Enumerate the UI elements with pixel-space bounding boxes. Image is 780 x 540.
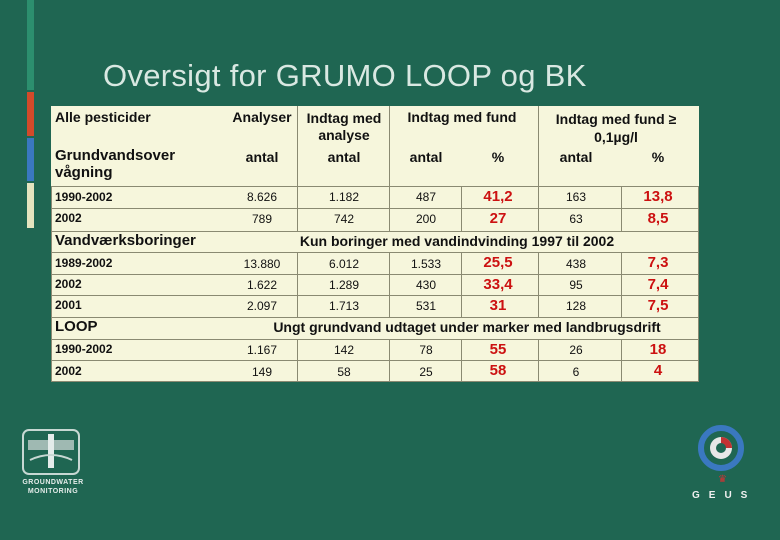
cell-fund: 25: [419, 365, 433, 379]
cell-analyser: 1.167: [246, 343, 278, 357]
section-grundvand-text: Grundvandsover vågning: [55, 147, 176, 181]
cell-fund-pct: 58: [489, 362, 507, 379]
cell-analyser: 13.880: [243, 257, 281, 271]
row-period: 2002: [55, 211, 82, 225]
cell-analyser: 789: [251, 212, 273, 226]
unit-pct-fund-ge: %: [651, 149, 665, 165]
geus-text: GEUS: [692, 490, 757, 501]
cell-fund-pct: 27: [489, 210, 507, 227]
cell-fund-ge: 95: [569, 278, 583, 292]
unit-antal-fund-ge: antal: [559, 149, 593, 165]
cell-fund-pct: 31: [489, 297, 507, 314]
cell-fund-pct: 41,2: [483, 188, 513, 205]
row-period: 2002: [55, 364, 82, 378]
cell-fund-ge-pct: 4: [653, 362, 663, 379]
row-period: 1989-2002: [55, 256, 113, 270]
cell-fund-ge: 128: [565, 299, 587, 313]
cell-analyse: 6.012: [328, 257, 360, 271]
header-indtag-fund: Indtag med fund: [407, 109, 517, 125]
unit-antal-analyser: antal: [245, 149, 279, 165]
row-period: 2002: [55, 277, 82, 291]
cell-fund-pct: 55: [489, 341, 507, 358]
cell-fund-ge-pct: 7,5: [647, 297, 669, 314]
cell-fund-pct: 33,4: [483, 276, 513, 293]
section-vandvaerk: Vandværksboringer: [55, 232, 196, 249]
geus-crown-icon: ♛: [718, 474, 727, 485]
cell-fund: 78: [419, 343, 433, 357]
cell-fund-ge-pct: 13,8: [643, 188, 673, 205]
accent-strip-green: [27, 0, 34, 90]
row-period: 1990-2002: [55, 190, 113, 204]
cell-fund-pct: 25,5: [483, 254, 513, 271]
unit-pct-fund: %: [491, 149, 505, 165]
accent-strip-cream: [27, 183, 34, 228]
section-vandvaerk-note: Kun boringer med vandindvinding 1997 til 2002: [299, 233, 615, 249]
cell-fund-ge-pct: 8,5: [647, 210, 669, 227]
row-period: 2001: [55, 298, 82, 312]
page-title: Oversigt for GRUMO LOOP og BK: [103, 58, 587, 93]
cell-fund: 430: [415, 278, 437, 292]
header-analyser: Analyser: [232, 109, 292, 125]
cell-fund: 1.533: [410, 257, 442, 271]
cell-analyser: 1.622: [246, 278, 278, 292]
row-period: 1990-2002: [55, 342, 113, 356]
cell-fund: 200: [415, 212, 437, 226]
header-indtag-fund-ge-text: Indtag med fund ≥ 0,1µg/l: [555, 111, 677, 145]
geus-emblem-icon: [696, 424, 746, 472]
cell-analyse: 1.182: [328, 190, 360, 204]
cell-fund-ge: 163: [565, 190, 587, 204]
cell-fund-ge: 63: [569, 212, 583, 226]
cell-fund-ge-pct: 7,4: [647, 276, 669, 293]
groundwater-monitoring-logo: [18, 420, 88, 500]
geus-logo: [692, 424, 772, 504]
header-indtag-analyse-text: Indtag med analyse: [306, 110, 382, 143]
cell-analyse: 742: [333, 212, 355, 226]
section-loop: LOOP: [55, 318, 98, 335]
cell-fund-ge: 6: [572, 365, 580, 379]
cell-fund-ge-pct: 7,3: [647, 254, 669, 271]
cell-analyser: 8.626: [246, 190, 278, 204]
cell-analyse: 1.289: [328, 278, 360, 292]
cell-analyse: 58: [337, 365, 351, 379]
header-all-pesticides: Alle pesticider: [55, 109, 151, 125]
cell-fund: 487: [415, 190, 437, 204]
section-grundvand: [55, 147, 205, 181]
unit-antal-analyse: antal: [327, 149, 361, 165]
accent-strip-red: [27, 92, 34, 136]
cell-fund-ge-pct: 18: [649, 341, 667, 358]
unit-antal-fund: antal: [409, 149, 443, 165]
header-indtag-analyse: [299, 110, 389, 144]
cell-analyser: 149: [251, 365, 273, 379]
groundwater-monitoring-text: GROUNDWATER MONITORING: [22, 479, 84, 495]
cell-fund-ge: 438: [565, 257, 587, 271]
cell-analyse: 1.713: [328, 299, 360, 313]
section-loop-note: Ungt grundvand udtaget under marker med landbrugsdrift: [273, 319, 661, 335]
accent-strip-blue: [27, 138, 34, 181]
cell-fund-ge: 26: [569, 343, 583, 357]
header-indtag-fund-ge: [541, 110, 691, 146]
cell-analyse: 142: [333, 343, 355, 357]
cell-fund: 531: [415, 299, 437, 313]
well-icon: [18, 420, 88, 476]
pesticide-table: [51, 106, 699, 382]
cell-analyser: 2.097: [246, 299, 278, 313]
